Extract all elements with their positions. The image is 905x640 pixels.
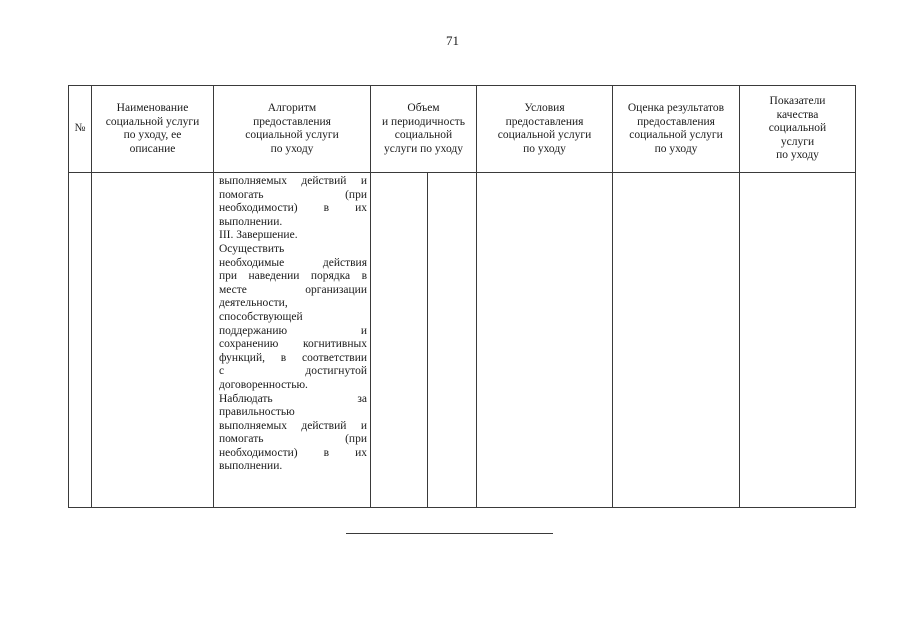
header-line: описание: [129, 142, 176, 155]
algorithm-line: необходимые действия: [219, 256, 367, 269]
header-number: [69, 86, 92, 173]
algorithm-line: выполняемых действий и: [219, 175, 367, 187]
algorithm-line: поддержанию и: [219, 324, 367, 337]
header-line: Алгоритм: [267, 102, 317, 114]
algorithm-line: с достигнутой: [219, 365, 367, 378]
cell-volume-b: [428, 173, 477, 508]
header-line: услуги: [780, 135, 815, 148]
cell-volume-a: [371, 173, 428, 508]
cell-service-name: [92, 173, 214, 508]
cell-algorithm: [214, 173, 371, 508]
header-line: №: [74, 122, 86, 135]
algorithm-line: выполняемых действий и: [219, 419, 367, 432]
header-line: Условия: [524, 102, 565, 114]
header-volume: [371, 86, 477, 173]
header-line: предоставления: [637, 115, 715, 128]
header-line: предоставления: [253, 115, 331, 128]
header-row: [69, 86, 856, 173]
header-line: по уходу, ее: [123, 129, 182, 141]
algorithm-line: выполнении.: [219, 460, 283, 473]
header-line: социальной услуги: [497, 129, 592, 141]
cell-number: [69, 173, 92, 508]
algorithm-line: сохранению когнитивных: [219, 338, 367, 351]
header-conditions: [477, 86, 613, 173]
header-quality: [740, 86, 856, 173]
algorithm-line: необходимости) в их: [219, 446, 367, 459]
page-number: 71: [446, 33, 459, 48]
header-line: Наименование: [116, 102, 189, 114]
algorithm-line: правильностью: [219, 406, 295, 419]
algorithm-line: необходимости) в их: [219, 202, 367, 215]
header-line: по уходу: [523, 142, 566, 155]
header-line: услуги по уходу: [384, 142, 463, 155]
algorithm-line: месте организации: [219, 283, 367, 296]
algorithm-line: функций, в соответствии: [219, 351, 367, 364]
header-line: предоставления: [505, 115, 584, 128]
table-row: [69, 173, 856, 508]
algorithm-line: выполнении.: [219, 215, 283, 228]
algorithm-line: помогать (при: [219, 188, 367, 201]
algorithm-text: [214, 173, 370, 474]
cell-evaluation: [613, 173, 740, 508]
algorithm-line: способствующей: [219, 310, 303, 323]
header-line: по уходу: [776, 149, 819, 162]
header-line: Показатели: [769, 95, 826, 108]
algorithm-line: Осуществить: [219, 242, 285, 255]
services-table: [68, 85, 856, 508]
cell-conditions: [477, 173, 613, 508]
header-line: качества: [776, 108, 819, 121]
algorithm-line: договоренностью.: [219, 378, 308, 391]
algorithm-line: при наведении порядка в: [219, 270, 367, 283]
header-line: социальной: [394, 129, 453, 141]
algorithm-line: помогать (при: [219, 433, 367, 446]
header-line: по уходу: [270, 142, 314, 155]
cell-quality: [740, 173, 856, 508]
algorithm-line: деятельности,: [219, 297, 288, 310]
footer-separator-line: [346, 533, 553, 534]
header-line: Оценка результатов: [627, 102, 725, 114]
header-evaluation: [613, 86, 740, 173]
algorithm-line: III. Завершение.: [219, 229, 298, 242]
header-line: социальной услуги: [105, 115, 200, 128]
header-line: по уходу: [654, 142, 698, 155]
header-line: социальной услуги: [245, 129, 339, 141]
header-line: Объем: [407, 102, 440, 114]
header-line: социальной услуги: [629, 129, 723, 141]
algorithm-line: Наблюдать за: [219, 392, 367, 405]
header-line: и периодичность: [382, 115, 465, 128]
header-service-name: [92, 86, 214, 173]
header-line: социальной: [768, 122, 827, 135]
header-algorithm: [214, 86, 371, 173]
